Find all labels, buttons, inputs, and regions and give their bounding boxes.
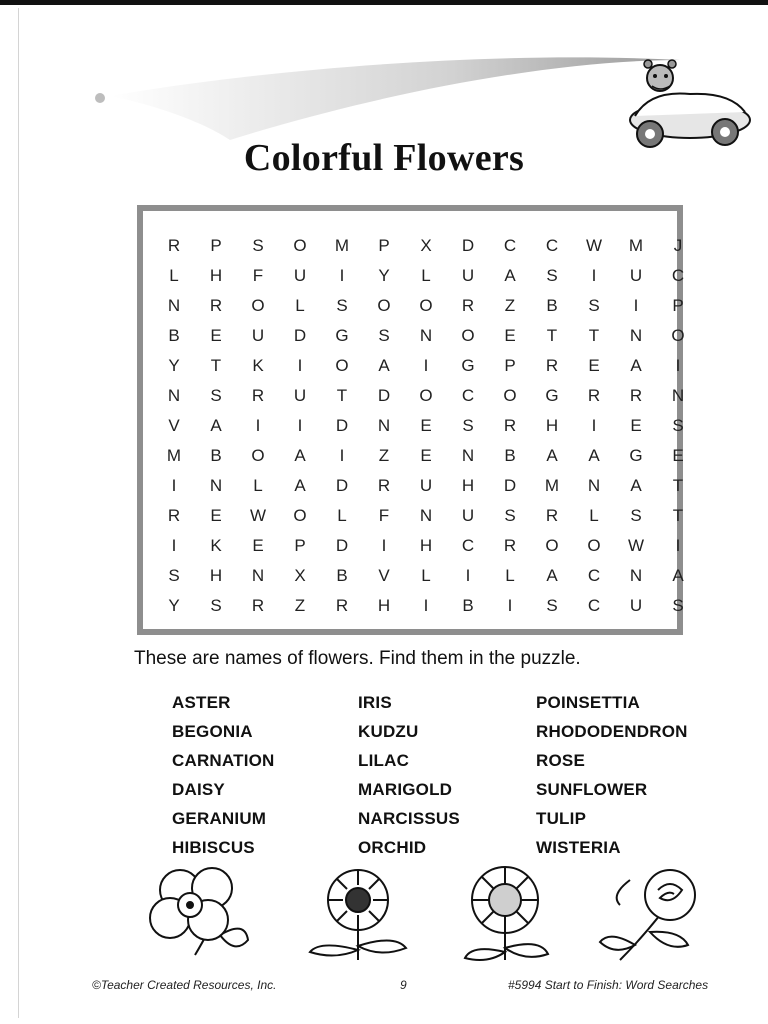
grid-letter: R	[167, 236, 181, 255]
grid-letter: J	[673, 236, 683, 255]
word-list-item: RHODODENDRON	[536, 722, 688, 741]
grid-letter: U	[461, 266, 475, 285]
grid-letter: S	[588, 296, 600, 315]
sunflower-icon	[465, 867, 548, 960]
grid-letter: S	[168, 566, 180, 585]
grid-letter: N	[209, 476, 223, 495]
grid-letter: R	[503, 416, 517, 435]
grid-row	[153, 411, 699, 441]
grid-letter: C	[587, 566, 601, 585]
grid-letter: S	[546, 596, 558, 615]
grid-letter: D	[335, 476, 349, 495]
grid-letter: N	[377, 416, 391, 435]
grid-letter: S	[252, 236, 264, 255]
grid-letter: N	[587, 476, 601, 495]
pansy-icon	[150, 868, 248, 955]
grid-letter: I	[297, 416, 303, 435]
grid-letter: C	[587, 596, 601, 615]
grid-letter: C	[503, 236, 517, 255]
grid-letter: S	[336, 296, 348, 315]
grid-letter: G	[335, 326, 349, 345]
grid-letter: W	[249, 506, 267, 525]
grid-letter: E	[504, 326, 516, 345]
word-list-item: ASTER	[172, 693, 231, 712]
grid-letter: C	[671, 266, 685, 285]
grid-letter: V	[378, 566, 390, 585]
grid-letter: O	[251, 296, 265, 315]
grid-letter: V	[168, 416, 180, 435]
grid-letter: O	[293, 236, 307, 255]
grid-letter: Z	[378, 446, 390, 465]
grid-letter: E	[630, 416, 642, 435]
grid-letter: L	[295, 296, 305, 315]
word-list-item: POINSETTIA	[536, 693, 641, 712]
word-list-item: GERANIUM	[172, 809, 267, 828]
grid-letter: S	[546, 266, 558, 285]
grid-letter: I	[675, 536, 681, 555]
footer-page-number: 9	[400, 978, 407, 992]
grid-letter: I	[423, 356, 429, 375]
grid-letter: A	[546, 566, 558, 585]
word-list-item: MARIGOLD	[358, 780, 453, 799]
grid-letter: O	[335, 356, 349, 375]
grid-letter: N	[671, 386, 685, 405]
grid-letter: T	[210, 356, 222, 375]
grid-letter: P	[504, 356, 516, 375]
grid-row	[153, 291, 699, 321]
top-rule	[0, 0, 768, 5]
grid-letter: A	[630, 356, 642, 375]
grid-letter: Z	[504, 296, 516, 315]
grid-letter: D	[377, 386, 391, 405]
grid-letter: I	[633, 296, 639, 315]
grid-letter: U	[629, 596, 643, 615]
grid-letter: T	[588, 326, 600, 345]
grid-letter: F	[252, 266, 264, 285]
grid-letter: R	[335, 596, 349, 615]
grid-letter: H	[377, 596, 391, 615]
grid-letter: X	[294, 566, 306, 585]
grid-letter: I	[339, 266, 345, 285]
grid-letter: B	[462, 596, 474, 615]
grid-letter: G	[461, 356, 475, 375]
grid-letter: R	[251, 386, 265, 405]
car-driver-illustration	[630, 60, 750, 147]
grid-letter: N	[629, 566, 643, 585]
grid-letter: C	[545, 236, 559, 255]
grid-letter: B	[546, 296, 558, 315]
grid-letter: E	[420, 416, 432, 435]
grid-letter: O	[587, 536, 601, 555]
grid-letter: T	[672, 506, 684, 525]
word-list-item: LILAC	[358, 751, 410, 770]
grid-letter: E	[252, 536, 264, 555]
grid-letter: Y	[168, 356, 180, 375]
grid-letter: I	[675, 356, 681, 375]
word-list-item: BEGONIA	[172, 722, 253, 741]
grid-letter: M	[334, 236, 350, 255]
grid-letter: C	[461, 536, 475, 555]
grid-letter: U	[293, 266, 307, 285]
grid-letter: T	[546, 326, 558, 345]
grid-letter: O	[503, 386, 517, 405]
footer-book-title: #5994 Start to Finish: Word Searches	[508, 978, 709, 992]
grid-letter: I	[171, 536, 177, 555]
grid-letter: I	[171, 476, 177, 495]
grid-letter: P	[210, 236, 222, 255]
grid-letter: N	[419, 506, 433, 525]
grid-letter: I	[297, 356, 303, 375]
grid-letter: I	[465, 566, 471, 585]
grid-letter: Y	[168, 596, 180, 615]
footer-publisher: ©Teacher Created Resources, Inc.	[92, 978, 277, 992]
grid-letter: P	[294, 536, 306, 555]
grid-letter: O	[293, 506, 307, 525]
grid-letter: R	[503, 536, 517, 555]
grid-letter: S	[630, 506, 642, 525]
grid-row	[153, 471, 699, 501]
grid-letter: H	[209, 266, 223, 285]
word-list-item: NARCISSUS	[358, 809, 460, 828]
grid-letter: L	[337, 506, 347, 525]
grid-letter: S	[462, 416, 474, 435]
grid-letter: O	[377, 296, 391, 315]
grid-letter: S	[210, 596, 222, 615]
grid-letter: R	[377, 476, 391, 495]
grid-letter: H	[461, 476, 475, 495]
grid-letter: R	[461, 296, 475, 315]
grid-letter: I	[381, 536, 387, 555]
grid-letter: N	[629, 326, 643, 345]
grid-letter: L	[421, 266, 431, 285]
grid-row	[153, 441, 699, 471]
grid-letter: H	[419, 536, 433, 555]
grid-letter: A	[294, 446, 306, 465]
grid-letter: R	[629, 386, 643, 405]
word-list-item: ORCHID	[358, 838, 427, 857]
grid-letter: B	[210, 446, 222, 465]
grid-letter: O	[671, 326, 685, 345]
grid-letter: R	[545, 506, 559, 525]
grid-letter: A	[210, 416, 222, 435]
grid-letter: D	[293, 326, 307, 345]
word-search-cells	[153, 231, 699, 621]
grid-letter: M	[166, 446, 182, 465]
grid-letter: U	[419, 476, 433, 495]
grid-letter: N	[461, 446, 475, 465]
word-list-item: WISTERIA	[536, 838, 621, 857]
grid-row	[153, 561, 699, 591]
grid-letter: N	[167, 386, 181, 405]
grid-letter: N	[167, 296, 181, 315]
grid-letter: S	[504, 506, 516, 525]
grid-letter: R	[545, 356, 559, 375]
grid-letter: G	[545, 386, 559, 405]
grid-letter: L	[505, 566, 515, 585]
grid-letter: S	[210, 386, 222, 405]
grid-letter: T	[336, 386, 348, 405]
word-list-item: CARNATION	[172, 751, 275, 770]
grid-letter: S	[672, 596, 684, 615]
grid-letter: P	[672, 296, 684, 315]
grid-row	[153, 231, 699, 261]
grid-letter: A	[504, 266, 516, 285]
daisy-icon	[310, 870, 406, 960]
grid-letter: I	[339, 446, 345, 465]
grid-letter: O	[461, 326, 475, 345]
word-list-item: IRIS	[358, 693, 392, 712]
grid-letter: O	[545, 536, 559, 555]
grid-letter: I	[507, 596, 513, 615]
grid-letter: H	[545, 416, 559, 435]
grid-letter: A	[546, 446, 558, 465]
grid-letter: I	[255, 416, 261, 435]
grid-letter: N	[251, 566, 265, 585]
grid-letter: R	[587, 386, 601, 405]
rose-icon	[600, 870, 695, 960]
grid-row	[153, 261, 699, 291]
grid-letter: K	[252, 356, 264, 375]
grid-letter: B	[168, 326, 180, 345]
word-list-item: ROSE	[536, 751, 585, 770]
grid-letter: A	[378, 356, 390, 375]
word-list-item: TULIP	[536, 809, 587, 828]
grid-letter: Z	[294, 596, 306, 615]
grid-letter: E	[420, 446, 432, 465]
grid-letter: L	[169, 266, 179, 285]
grid-letter: L	[253, 476, 263, 495]
grid-letter: W	[585, 236, 603, 255]
flower-illustrations	[140, 860, 700, 970]
grid-row	[153, 321, 699, 351]
word-list-column-2	[358, 688, 460, 862]
word-list-column-3	[536, 688, 688, 862]
grid-letter: E	[588, 356, 600, 375]
instructions: These are names of flowers. Find them in the puzzle.	[134, 648, 581, 669]
grid-letter: P	[378, 236, 390, 255]
grid-letter: O	[419, 296, 433, 315]
page-title: Colorful Flowers	[243, 137, 525, 179]
grid-letter: C	[461, 386, 475, 405]
grid-letter: K	[210, 536, 222, 555]
grid-letter: O	[251, 446, 265, 465]
word-list-item: HIBISCUS	[172, 838, 255, 857]
grid-letter: F	[378, 506, 390, 525]
grid-letter: S	[378, 326, 390, 345]
grid-row	[153, 591, 699, 621]
grid-letter: L	[589, 506, 599, 525]
grid-letter: O	[419, 386, 433, 405]
grid-letter: M	[544, 476, 560, 495]
grid-letter: M	[628, 236, 644, 255]
grid-letter: A	[588, 446, 600, 465]
grid-letter: U	[461, 506, 475, 525]
grid-letter: B	[504, 446, 516, 465]
grid-letter: B	[336, 566, 348, 585]
grid-letter: D	[461, 236, 475, 255]
grid-row	[153, 351, 699, 381]
grid-letter: E	[210, 506, 222, 525]
grid-letter: G	[629, 446, 643, 465]
grid-letter: U	[251, 326, 265, 345]
grid-letter: E	[672, 446, 684, 465]
grid-letter: D	[503, 476, 517, 495]
grid-row	[153, 501, 699, 531]
grid-letter: A	[672, 566, 684, 585]
grid-letter: A	[294, 476, 306, 495]
word-list-item: KUDZU	[358, 722, 419, 741]
grid-row	[153, 531, 699, 561]
grid-letter: Y	[378, 266, 390, 285]
grid-letter: U	[293, 386, 307, 405]
word-search-grid	[137, 205, 683, 635]
grid-letter: I	[591, 266, 597, 285]
grid-letter: I	[423, 596, 429, 615]
grid-letter: U	[629, 266, 643, 285]
grid-letter: H	[209, 566, 223, 585]
grid-letter: R	[209, 296, 223, 315]
grid-letter: X	[420, 236, 432, 255]
word-list-item: DAISY	[172, 780, 225, 799]
grid-letter: E	[210, 326, 222, 345]
grid-letter: L	[421, 566, 431, 585]
grid-letter: W	[627, 536, 645, 555]
grid-letter: S	[672, 416, 684, 435]
grid-letter: T	[672, 476, 684, 495]
grid-letter: N	[419, 326, 433, 345]
grid-letter: D	[335, 536, 349, 555]
grid-letter: I	[591, 416, 597, 435]
grid-letter: D	[335, 416, 349, 435]
word-list-column-1	[172, 688, 275, 862]
grid-letter: R	[167, 506, 181, 525]
word-list-item: SUNFLOWER	[536, 780, 648, 799]
grid-row	[153, 381, 699, 411]
grid-letter: R	[251, 596, 265, 615]
grid-letter: A	[630, 476, 642, 495]
